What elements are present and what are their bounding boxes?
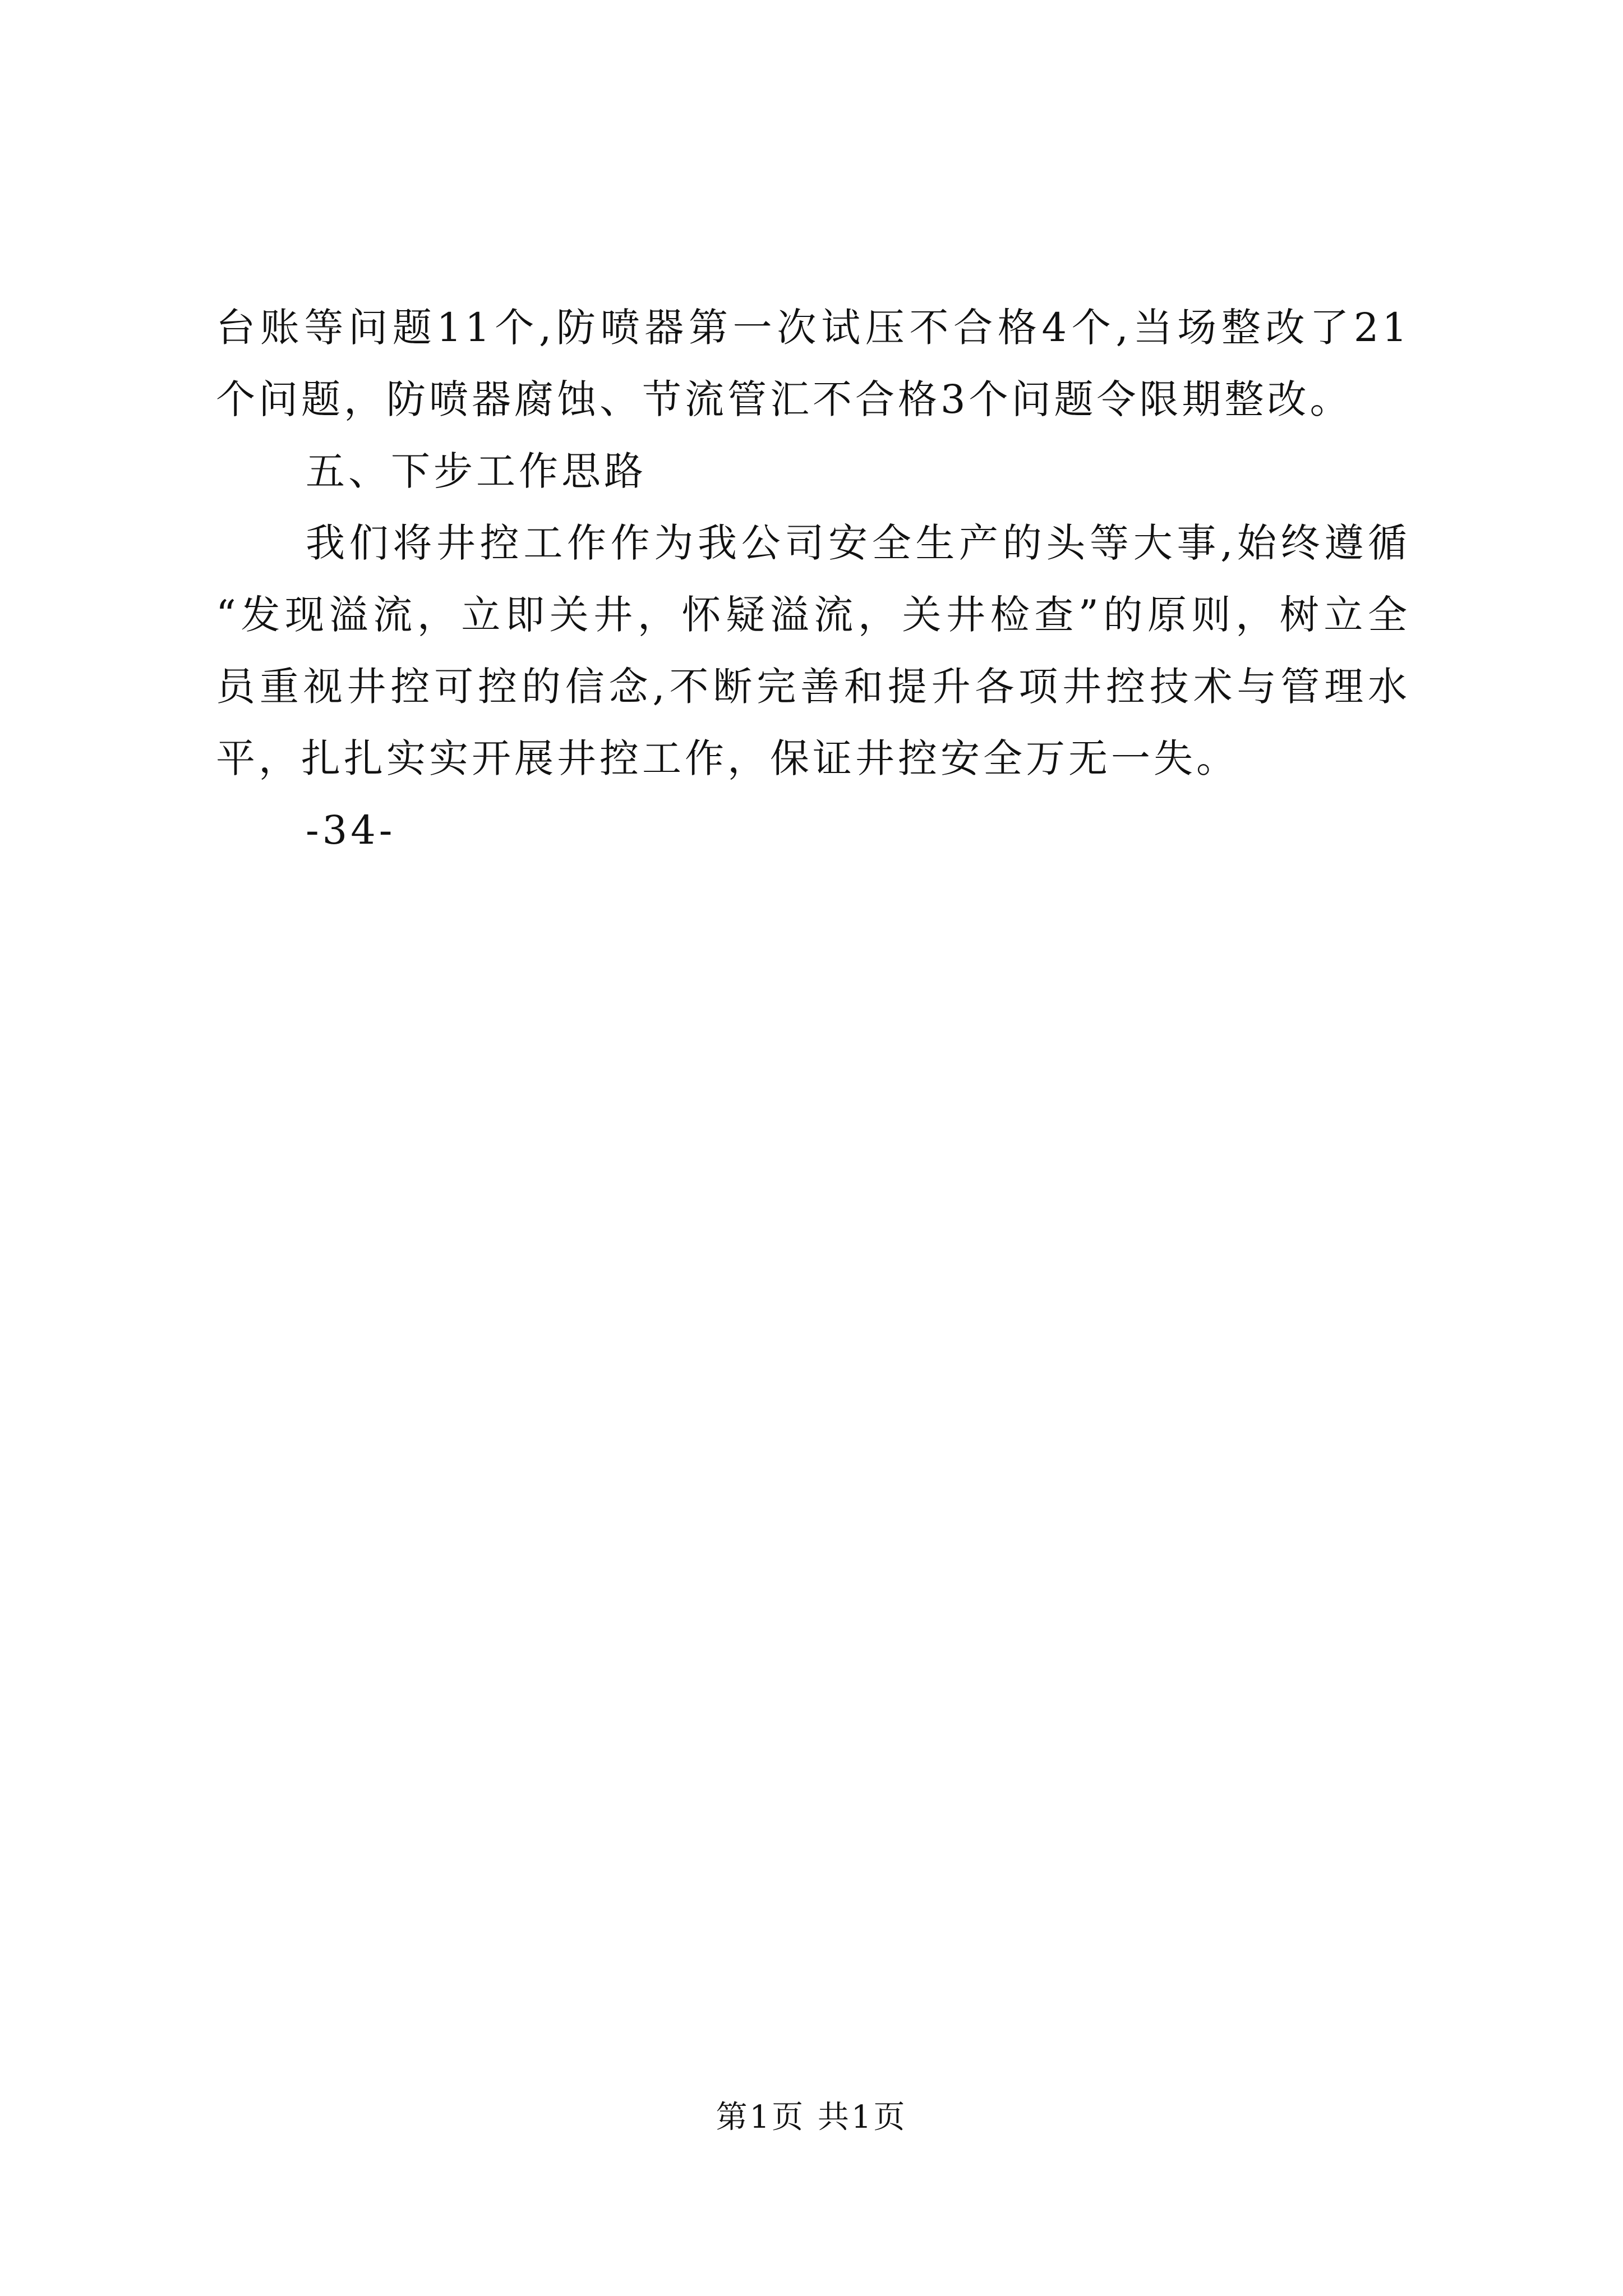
- paragraph-line: 平，扎扎实实开展井控工作，保证井控安全万无一失。: [216, 735, 1239, 781]
- paragraph-line: “发现溢流，立即关井，怀疑溢流，关井检查”的原则，树立全: [216, 592, 1410, 638]
- paragraph-line: 员重视井控可控的信念,不断完善和提升各项井控技术与管理水: [216, 664, 1410, 710]
- paragraph-line: 个问题，防喷器腐蚀、节流管汇不合格3个问题令限期整改。: [216, 376, 1353, 422]
- page-number-text: -34-: [306, 807, 396, 853]
- page-footer: 第1页 共1页: [716, 2099, 907, 2136]
- document-body: [216, 292, 1410, 866]
- paragraph-line: 我们将井控工作作为我公司安全生产的头等大事,始终遵循: [306, 520, 1410, 566]
- section-heading: 五、下步工作思路: [306, 448, 647, 494]
- paragraph-line: 台账等问题11个,防喷器第一次试压不合格4个,当场整改了21: [216, 305, 1410, 351]
